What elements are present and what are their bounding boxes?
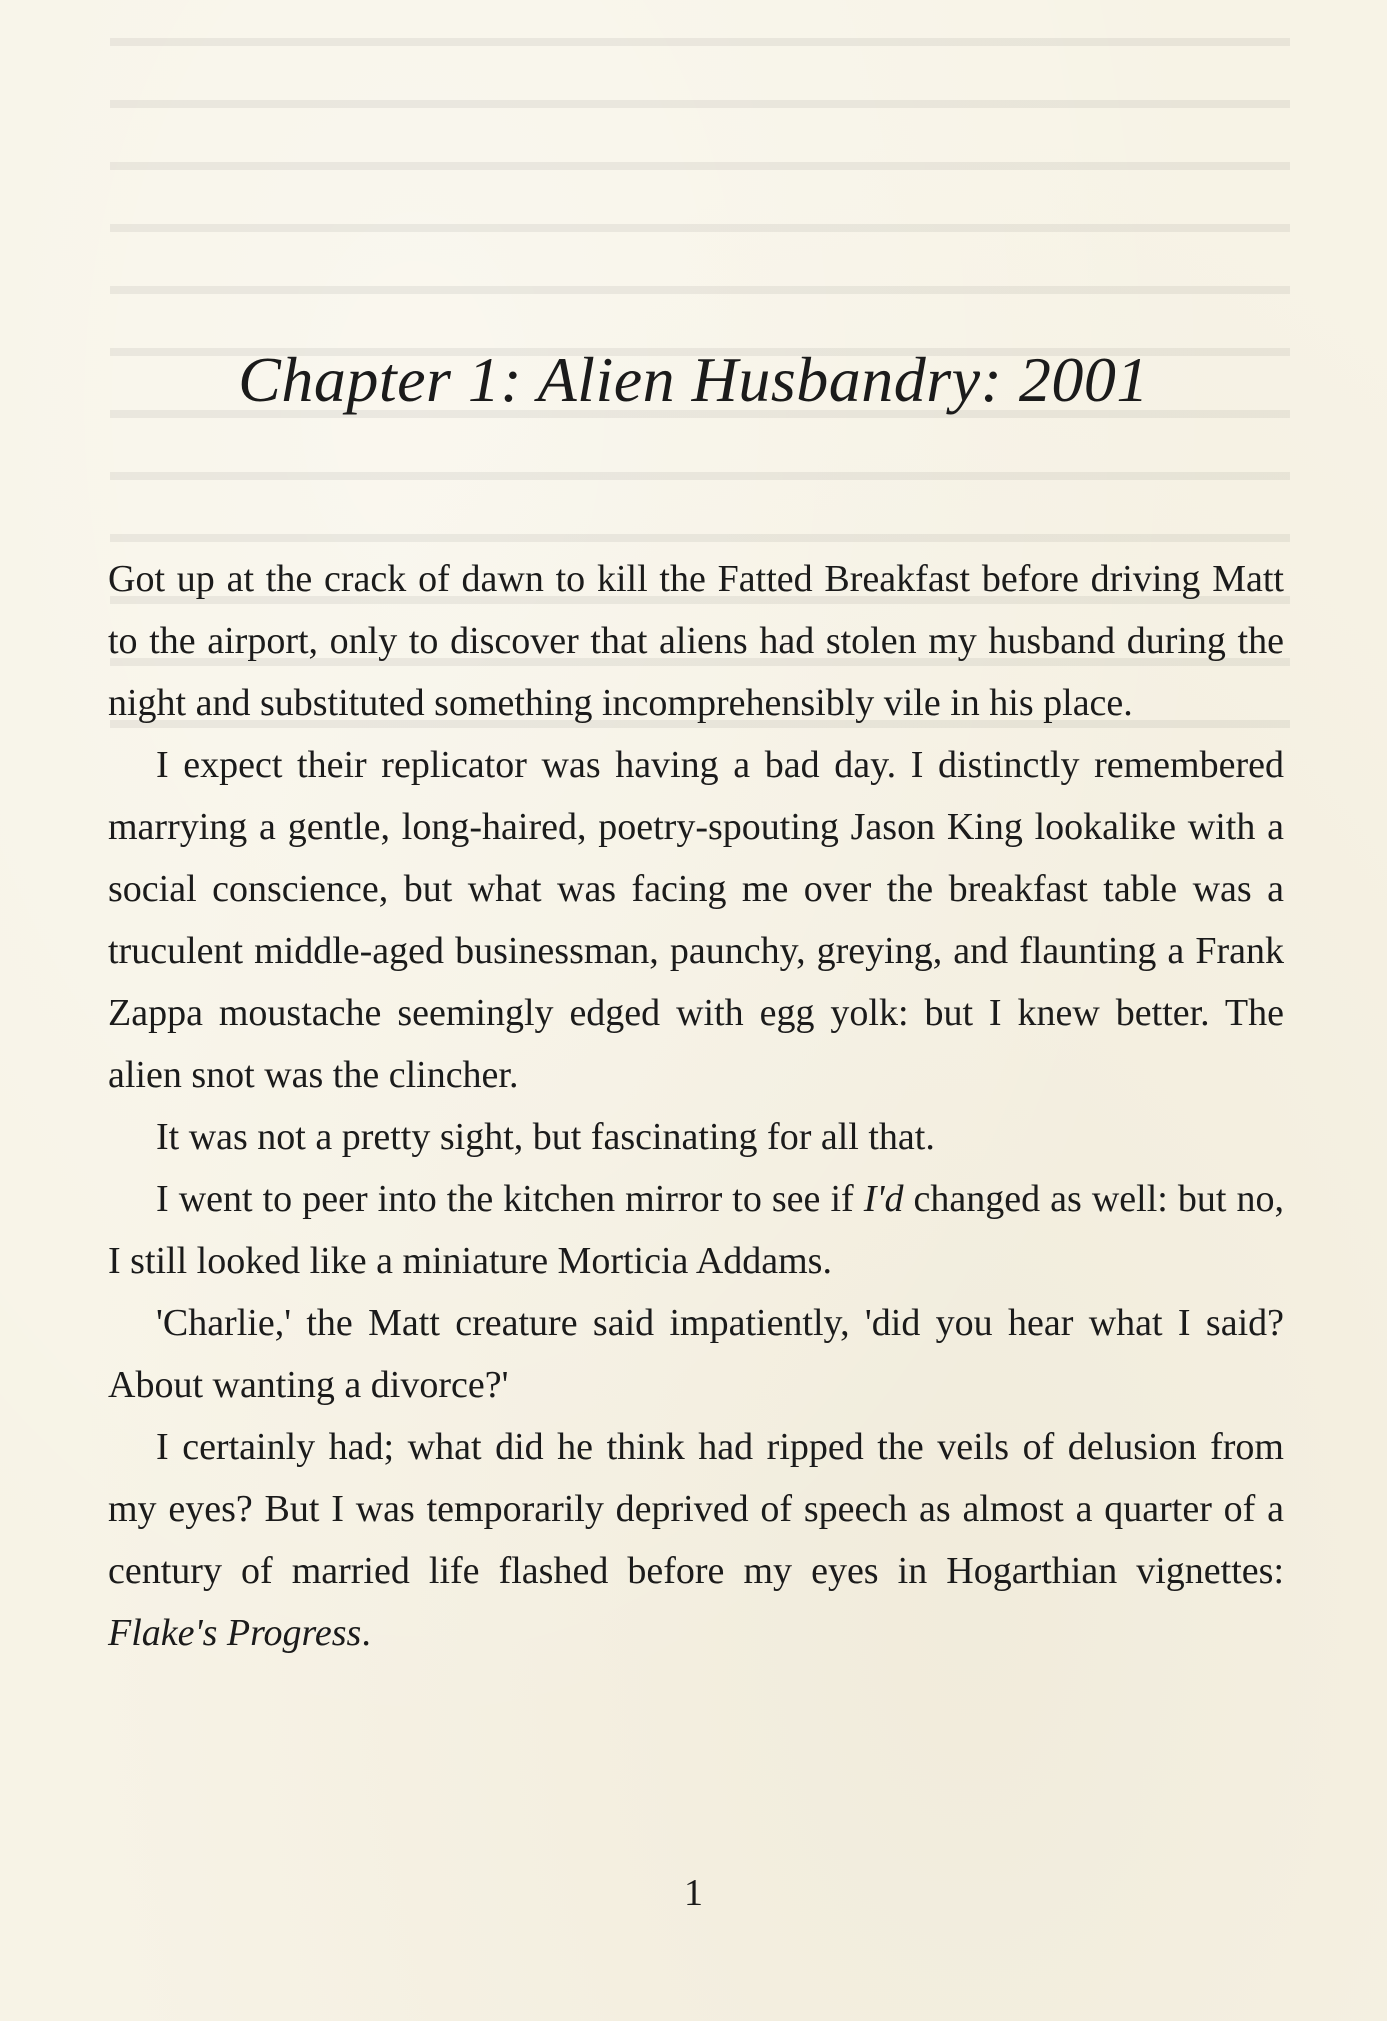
paragraph-6-text-end: .: [361, 1612, 371, 1654]
paragraph-6: [108, 1416, 1284, 1664]
page-number: 1: [684, 1872, 703, 1914]
paragraph-4: [108, 1168, 1284, 1292]
paragraph-4-text-start: I went to peer into the kitchen mirror to see if: [156, 1178, 864, 1220]
paragraph-6-text-start: I certainly had; what did he think had ripped the veils of delusion from my eyes? But I was temporarily deprived of speech as almost a quarter of a century of married life flashed before my eyes in Hogarthian vignettes:: [108, 1426, 1284, 1592]
paragraph-5: 'Charlie,' the Matt creature said impatiently, 'did you hear what I said? About wanting a divorce?': [108, 1302, 1284, 1406]
chapter-body: [108, 548, 1284, 1664]
paragraph-1: Got up at the crack of dawn to kill the Fatted Breakfast before driving Matt to the airport, only to discover that aliens had stolen my husband during the night and substituted something incomprehensibly vile in his place.: [108, 558, 1284, 724]
chapter-title: Chapter 1: Alien Husbandry: 2001: [238, 344, 1149, 415]
paragraph-3: It was not a pretty sight, but fascinating for all that.: [156, 1116, 935, 1158]
paragraph-2: I expect their replicator was having a bad day. I distinctly remembered marrying a gentle, long-haired, poetry-spouting Jason King lookalike with a social conscience, but what was facing me over the breakfast table was a truculent middle-aged businessman, paunchy, greying, and flaunting a Frank Zappa moustache seemingly edged with egg yolk: but I knew better. The alien snot was the clincher.: [108, 744, 1284, 1096]
paragraph-4-emphasis: I'd: [863, 1178, 904, 1220]
paragraph-4-text-end: changed as well: but no, I still looked like a miniature Morticia Addams.: [108, 1178, 1284, 1282]
paragraph-6-emphasis: Flake's Progress: [108, 1612, 362, 1654]
